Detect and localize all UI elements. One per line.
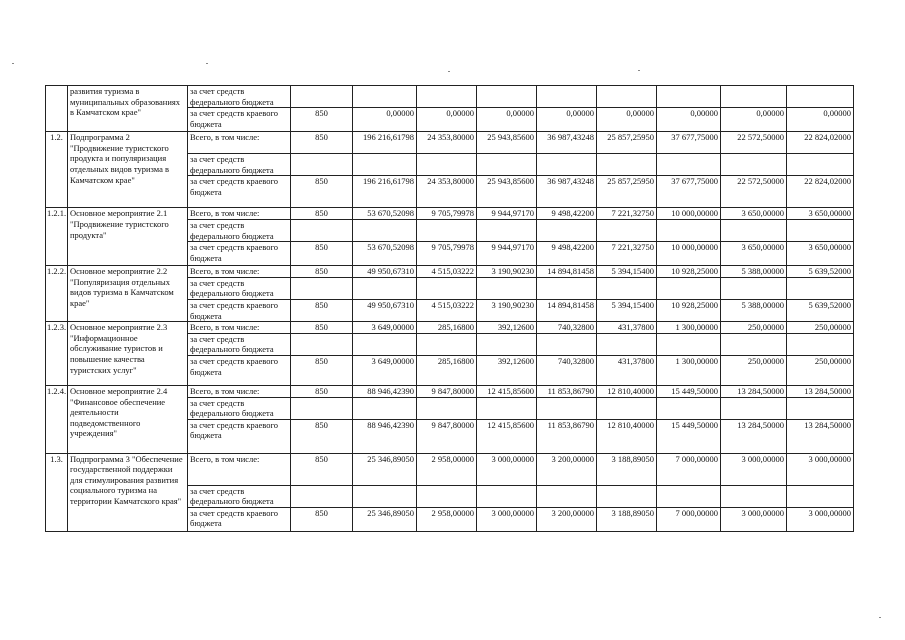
amount-cell: 9 705,79978	[417, 242, 477, 266]
amount-cell	[657, 485, 721, 507]
budget-code: 850	[291, 132, 353, 154]
amount-cell: 1 300,00000	[657, 322, 721, 334]
table-row	[46, 385, 854, 397]
amount-cell: 5 639,52000	[787, 266, 854, 278]
budget-code	[291, 397, 353, 419]
amount-cell: 392,12600	[477, 355, 537, 385]
amount-cell: 36 987,43248	[537, 176, 597, 208]
amount-cell: 0,00000	[477, 108, 537, 132]
amount-cell: 285,16800	[417, 355, 477, 385]
funding-source: за счет средств федерального бюджета	[188, 154, 291, 176]
amount-cell: 392,12600	[477, 322, 537, 334]
funding-source: за счет средств федерального бюджета	[188, 397, 291, 419]
amount-cell	[721, 86, 787, 108]
amount-cell	[353, 154, 417, 176]
amount-cell	[721, 154, 787, 176]
amount-cell: 3 188,89050	[597, 453, 657, 485]
amount-cell	[477, 277, 537, 299]
scan-speck	[206, 63, 208, 64]
amount-cell: 0,00000	[353, 108, 417, 132]
program-name: развития туризма в муниципальных образованиях в Камчатском крае"	[68, 86, 188, 132]
amount-cell: 196 216,61798	[353, 132, 417, 154]
amount-cell: 25 943,85600	[477, 176, 537, 208]
amount-cell	[721, 485, 787, 507]
scan-speck	[879, 617, 881, 618]
budget-code	[291, 219, 353, 241]
funding-source: Всего, в том числе:	[188, 322, 291, 334]
amount-cell: 5 394,15400	[597, 299, 657, 321]
table-row	[46, 132, 854, 154]
amount-cell: 9 847,80000	[417, 419, 477, 453]
amount-cell	[787, 485, 854, 507]
amount-cell	[721, 333, 787, 355]
amount-cell: 250,00000	[787, 322, 854, 334]
amount-cell: 431,37800	[597, 322, 657, 334]
amount-cell	[721, 277, 787, 299]
amount-cell	[787, 333, 854, 355]
amount-cell: 12 415,85600	[477, 419, 537, 453]
amount-cell	[477, 219, 537, 241]
budget-table-page	[45, 85, 854, 532]
funding-source: за счет средств федерального бюджета	[188, 333, 291, 355]
amount-cell: 4 515,03222	[417, 299, 477, 321]
row-index: 1.2.2.	[46, 266, 68, 322]
row-index: 1.2.1.	[46, 208, 68, 266]
amount-cell: 22 572,50000	[721, 132, 787, 154]
amount-cell: 10 000,00000	[657, 208, 721, 220]
amount-cell: 0,00000	[597, 108, 657, 132]
table-row	[46, 322, 854, 334]
amount-cell: 12 810,40000	[597, 419, 657, 453]
amount-cell	[417, 397, 477, 419]
program-name: Основное мероприятие 2.4 "Финансовое обеспечение деятельности подведомственного учреждения"	[68, 385, 188, 453]
amount-cell: 9 847,80000	[417, 385, 477, 397]
amount-cell: 3 000,00000	[787, 453, 854, 485]
amount-cell: 285,16800	[417, 322, 477, 334]
amount-cell	[597, 333, 657, 355]
amount-cell: 25 346,89050	[353, 453, 417, 485]
amount-cell	[721, 397, 787, 419]
amount-cell	[353, 86, 417, 108]
budget-code: 850	[291, 266, 353, 278]
amount-cell	[787, 277, 854, 299]
amount-cell	[477, 86, 537, 108]
amount-cell	[353, 333, 417, 355]
budget-code	[291, 154, 353, 176]
amount-cell: 22 572,50000	[721, 176, 787, 208]
amount-cell	[537, 485, 597, 507]
amount-cell	[353, 219, 417, 241]
amount-cell: 5 388,00000	[721, 299, 787, 321]
amount-cell: 3 190,90230	[477, 299, 537, 321]
amount-cell: 7 221,32750	[597, 208, 657, 220]
scan-speck	[638, 70, 640, 71]
program-name: Подпрограмма 3 "Обеспечение государственной поддержки для стимулирования развития социального туризма на территории Камчатского края"	[68, 453, 188, 531]
amount-cell	[597, 154, 657, 176]
program-name: Основное мероприятие 2.1 "Продвижение туристского продукта"	[68, 208, 188, 266]
funding-source: за счет средств краевого бюджета	[188, 176, 291, 208]
amount-cell: 0,00000	[721, 108, 787, 132]
funding-source: за счет средств краевого бюджета	[188, 355, 291, 385]
amount-cell: 15 449,50000	[657, 385, 721, 397]
amount-cell: 3 000,00000	[721, 507, 787, 531]
program-name: Подпрограмма 2 "Продвижение туристского продукта и популяризация отдельных видов туризма в Камчатском крае"	[68, 132, 188, 208]
amount-cell	[477, 154, 537, 176]
amount-cell: 9 705,79978	[417, 208, 477, 220]
amount-cell: 7 000,00000	[657, 507, 721, 531]
table-row	[46, 453, 854, 485]
funding-source: за счет средств краевого бюджета	[188, 242, 291, 266]
amount-cell: 22 824,02000	[787, 132, 854, 154]
amount-cell: 740,32800	[537, 322, 597, 334]
amount-cell	[537, 333, 597, 355]
amount-cell: 14 894,81458	[537, 266, 597, 278]
amount-cell: 7 221,32750	[597, 242, 657, 266]
funding-source: за счет средств краевого бюджета	[188, 419, 291, 453]
amount-cell: 37 677,75000	[657, 132, 721, 154]
budget-code	[291, 277, 353, 299]
budget-code: 850	[291, 322, 353, 334]
funding-source: за счет средств федерального бюджета	[188, 86, 291, 108]
row-index: 1.2.	[46, 132, 68, 208]
amount-cell: 9 944,97170	[477, 208, 537, 220]
amount-cell	[537, 277, 597, 299]
amount-cell: 14 894,81458	[537, 299, 597, 321]
row-index: 1.2.3.	[46, 322, 68, 386]
amount-cell: 88 946,42390	[353, 385, 417, 397]
budget-code	[291, 86, 353, 108]
amount-cell: 250,00000	[721, 355, 787, 385]
amount-cell	[417, 154, 477, 176]
amount-cell	[537, 219, 597, 241]
budget-code: 850	[291, 299, 353, 321]
amount-cell: 3 000,00000	[477, 453, 537, 485]
amount-cell: 740,32800	[537, 355, 597, 385]
amount-cell: 3 190,90230	[477, 266, 537, 278]
scan-speck	[12, 63, 14, 64]
amount-cell: 36 987,43248	[537, 132, 597, 154]
funding-source: за счет средств федерального бюджета	[188, 485, 291, 507]
amount-cell	[657, 219, 721, 241]
amount-cell: 3 650,00000	[787, 208, 854, 220]
amount-cell	[597, 86, 657, 108]
amount-cell: 13 284,50000	[787, 385, 854, 397]
amount-cell: 3 000,00000	[787, 507, 854, 531]
amount-cell: 9 498,42200	[537, 208, 597, 220]
table-row	[46, 266, 854, 278]
budget-code: 850	[291, 385, 353, 397]
amount-cell: 196 216,61798	[353, 176, 417, 208]
amount-cell	[477, 397, 537, 419]
amount-cell: 10 000,00000	[657, 242, 721, 266]
amount-cell: 37 677,75000	[657, 176, 721, 208]
amount-cell: 7 000,00000	[657, 453, 721, 485]
amount-cell	[597, 397, 657, 419]
scan-speck	[448, 71, 450, 72]
amount-cell: 4 515,03222	[417, 266, 477, 278]
amount-cell	[417, 219, 477, 241]
amount-cell: 431,37800	[597, 355, 657, 385]
amount-cell	[353, 277, 417, 299]
amount-cell: 88 946,42390	[353, 419, 417, 453]
table-row	[46, 86, 854, 108]
amount-cell	[353, 397, 417, 419]
amount-cell: 9 498,42200	[537, 242, 597, 266]
amount-cell: 13 284,50000	[787, 419, 854, 453]
amount-cell: 3 200,00000	[537, 453, 597, 485]
funding-source: за счет средств федерального бюджета	[188, 219, 291, 241]
amount-cell: 13 284,50000	[721, 419, 787, 453]
amount-cell: 5 639,52000	[787, 299, 854, 321]
amount-cell: 13 284,50000	[721, 385, 787, 397]
amount-cell	[657, 397, 721, 419]
amount-cell: 3 188,89050	[597, 507, 657, 531]
amount-cell	[657, 86, 721, 108]
amount-cell: 0,00000	[787, 108, 854, 132]
budget-code: 850	[291, 419, 353, 453]
amount-cell: 25 346,89050	[353, 507, 417, 531]
amount-cell	[417, 333, 477, 355]
amount-cell: 3 650,00000	[721, 208, 787, 220]
amount-cell: 15 449,50000	[657, 419, 721, 453]
amount-cell	[597, 485, 657, 507]
amount-cell: 250,00000	[787, 355, 854, 385]
funding-source: Всего, в том числе:	[188, 266, 291, 278]
amount-cell: 11 853,86790	[537, 385, 597, 397]
row-index	[46, 86, 68, 132]
amount-cell: 22 824,02000	[787, 176, 854, 208]
amount-cell	[597, 219, 657, 241]
budget-code: 850	[291, 507, 353, 531]
amount-cell: 3 649,00000	[353, 322, 417, 334]
funding-source: за счет средств краевого бюджета	[188, 507, 291, 531]
funding-source: Всего, в том числе:	[188, 453, 291, 485]
amount-cell	[417, 277, 477, 299]
program-name: Основное мероприятие 2.2 "Популяризация отдельных видов туризма в Камчатском крае"	[68, 266, 188, 322]
amount-cell: 49 950,67310	[353, 266, 417, 278]
budget-code: 850	[291, 242, 353, 266]
amount-cell	[353, 485, 417, 507]
amount-cell: 49 950,67310	[353, 299, 417, 321]
amount-cell: 9 944,97170	[477, 242, 537, 266]
amount-cell	[787, 397, 854, 419]
amount-cell	[477, 333, 537, 355]
amount-cell	[477, 485, 537, 507]
amount-cell: 2 958,00000	[417, 453, 477, 485]
funding-source: за счет средств федерального бюджета	[188, 277, 291, 299]
amount-cell	[597, 277, 657, 299]
amount-cell: 3 000,00000	[721, 453, 787, 485]
amount-cell: 0,00000	[537, 108, 597, 132]
amount-cell	[787, 219, 854, 241]
funding-source: Всего, в том числе:	[188, 132, 291, 154]
amount-cell	[537, 397, 597, 419]
amount-cell: 12 415,85600	[477, 385, 537, 397]
budget-table-body	[46, 86, 854, 532]
amount-cell: 2 958,00000	[417, 507, 477, 531]
amount-cell: 10 928,25000	[657, 299, 721, 321]
funding-source: за счет средств краевого бюджета	[188, 299, 291, 321]
budget-code: 850	[291, 176, 353, 208]
funding-source: Всего, в том числе:	[188, 208, 291, 220]
amount-cell: 53 670,52098	[353, 242, 417, 266]
budget-code	[291, 485, 353, 507]
amount-cell	[787, 86, 854, 108]
amount-cell	[657, 154, 721, 176]
funding-source: за счет средств краевого бюджета	[188, 108, 291, 132]
amount-cell: 0,00000	[417, 108, 477, 132]
amount-cell: 24 353,80000	[417, 132, 477, 154]
row-index: 1.2.4.	[46, 385, 68, 453]
amount-cell	[537, 154, 597, 176]
budget-code: 850	[291, 208, 353, 220]
amount-cell: 3 000,00000	[477, 507, 537, 531]
amount-cell: 12 810,40000	[597, 385, 657, 397]
row-index: 1.3.	[46, 453, 68, 531]
amount-cell	[657, 333, 721, 355]
amount-cell: 3 650,00000	[721, 242, 787, 266]
amount-cell: 0,00000	[657, 108, 721, 132]
amount-cell: 53 670,52098	[353, 208, 417, 220]
program-name: Основное мероприятие 2.3 "Информационное обслуживание туристов и повышение качества туристских услуг"	[68, 322, 188, 386]
amount-cell	[537, 86, 597, 108]
amount-cell	[417, 485, 477, 507]
amount-cell	[721, 219, 787, 241]
amount-cell	[417, 86, 477, 108]
amount-cell: 25 857,25950	[597, 176, 657, 208]
budget-code	[291, 333, 353, 355]
amount-cell: 1 300,00000	[657, 355, 721, 385]
amount-cell: 3 200,00000	[537, 507, 597, 531]
amount-cell: 3 649,00000	[353, 355, 417, 385]
amount-cell: 3 650,00000	[787, 242, 854, 266]
amount-cell: 10 928,25000	[657, 266, 721, 278]
amount-cell: 250,00000	[721, 322, 787, 334]
budget-code: 850	[291, 108, 353, 132]
amount-cell	[787, 154, 854, 176]
amount-cell: 11 853,86790	[537, 419, 597, 453]
amount-cell: 5 394,15400	[597, 266, 657, 278]
budget-code: 850	[291, 355, 353, 385]
budget-table	[45, 85, 854, 532]
amount-cell: 25 943,85600	[477, 132, 537, 154]
amount-cell	[657, 277, 721, 299]
amount-cell: 24 353,80000	[417, 176, 477, 208]
amount-cell: 5 388,00000	[721, 266, 787, 278]
funding-source: Всего, в том числе:	[188, 385, 291, 397]
table-row	[46, 208, 854, 220]
budget-code: 850	[291, 453, 353, 485]
amount-cell: 25 857,25950	[597, 132, 657, 154]
